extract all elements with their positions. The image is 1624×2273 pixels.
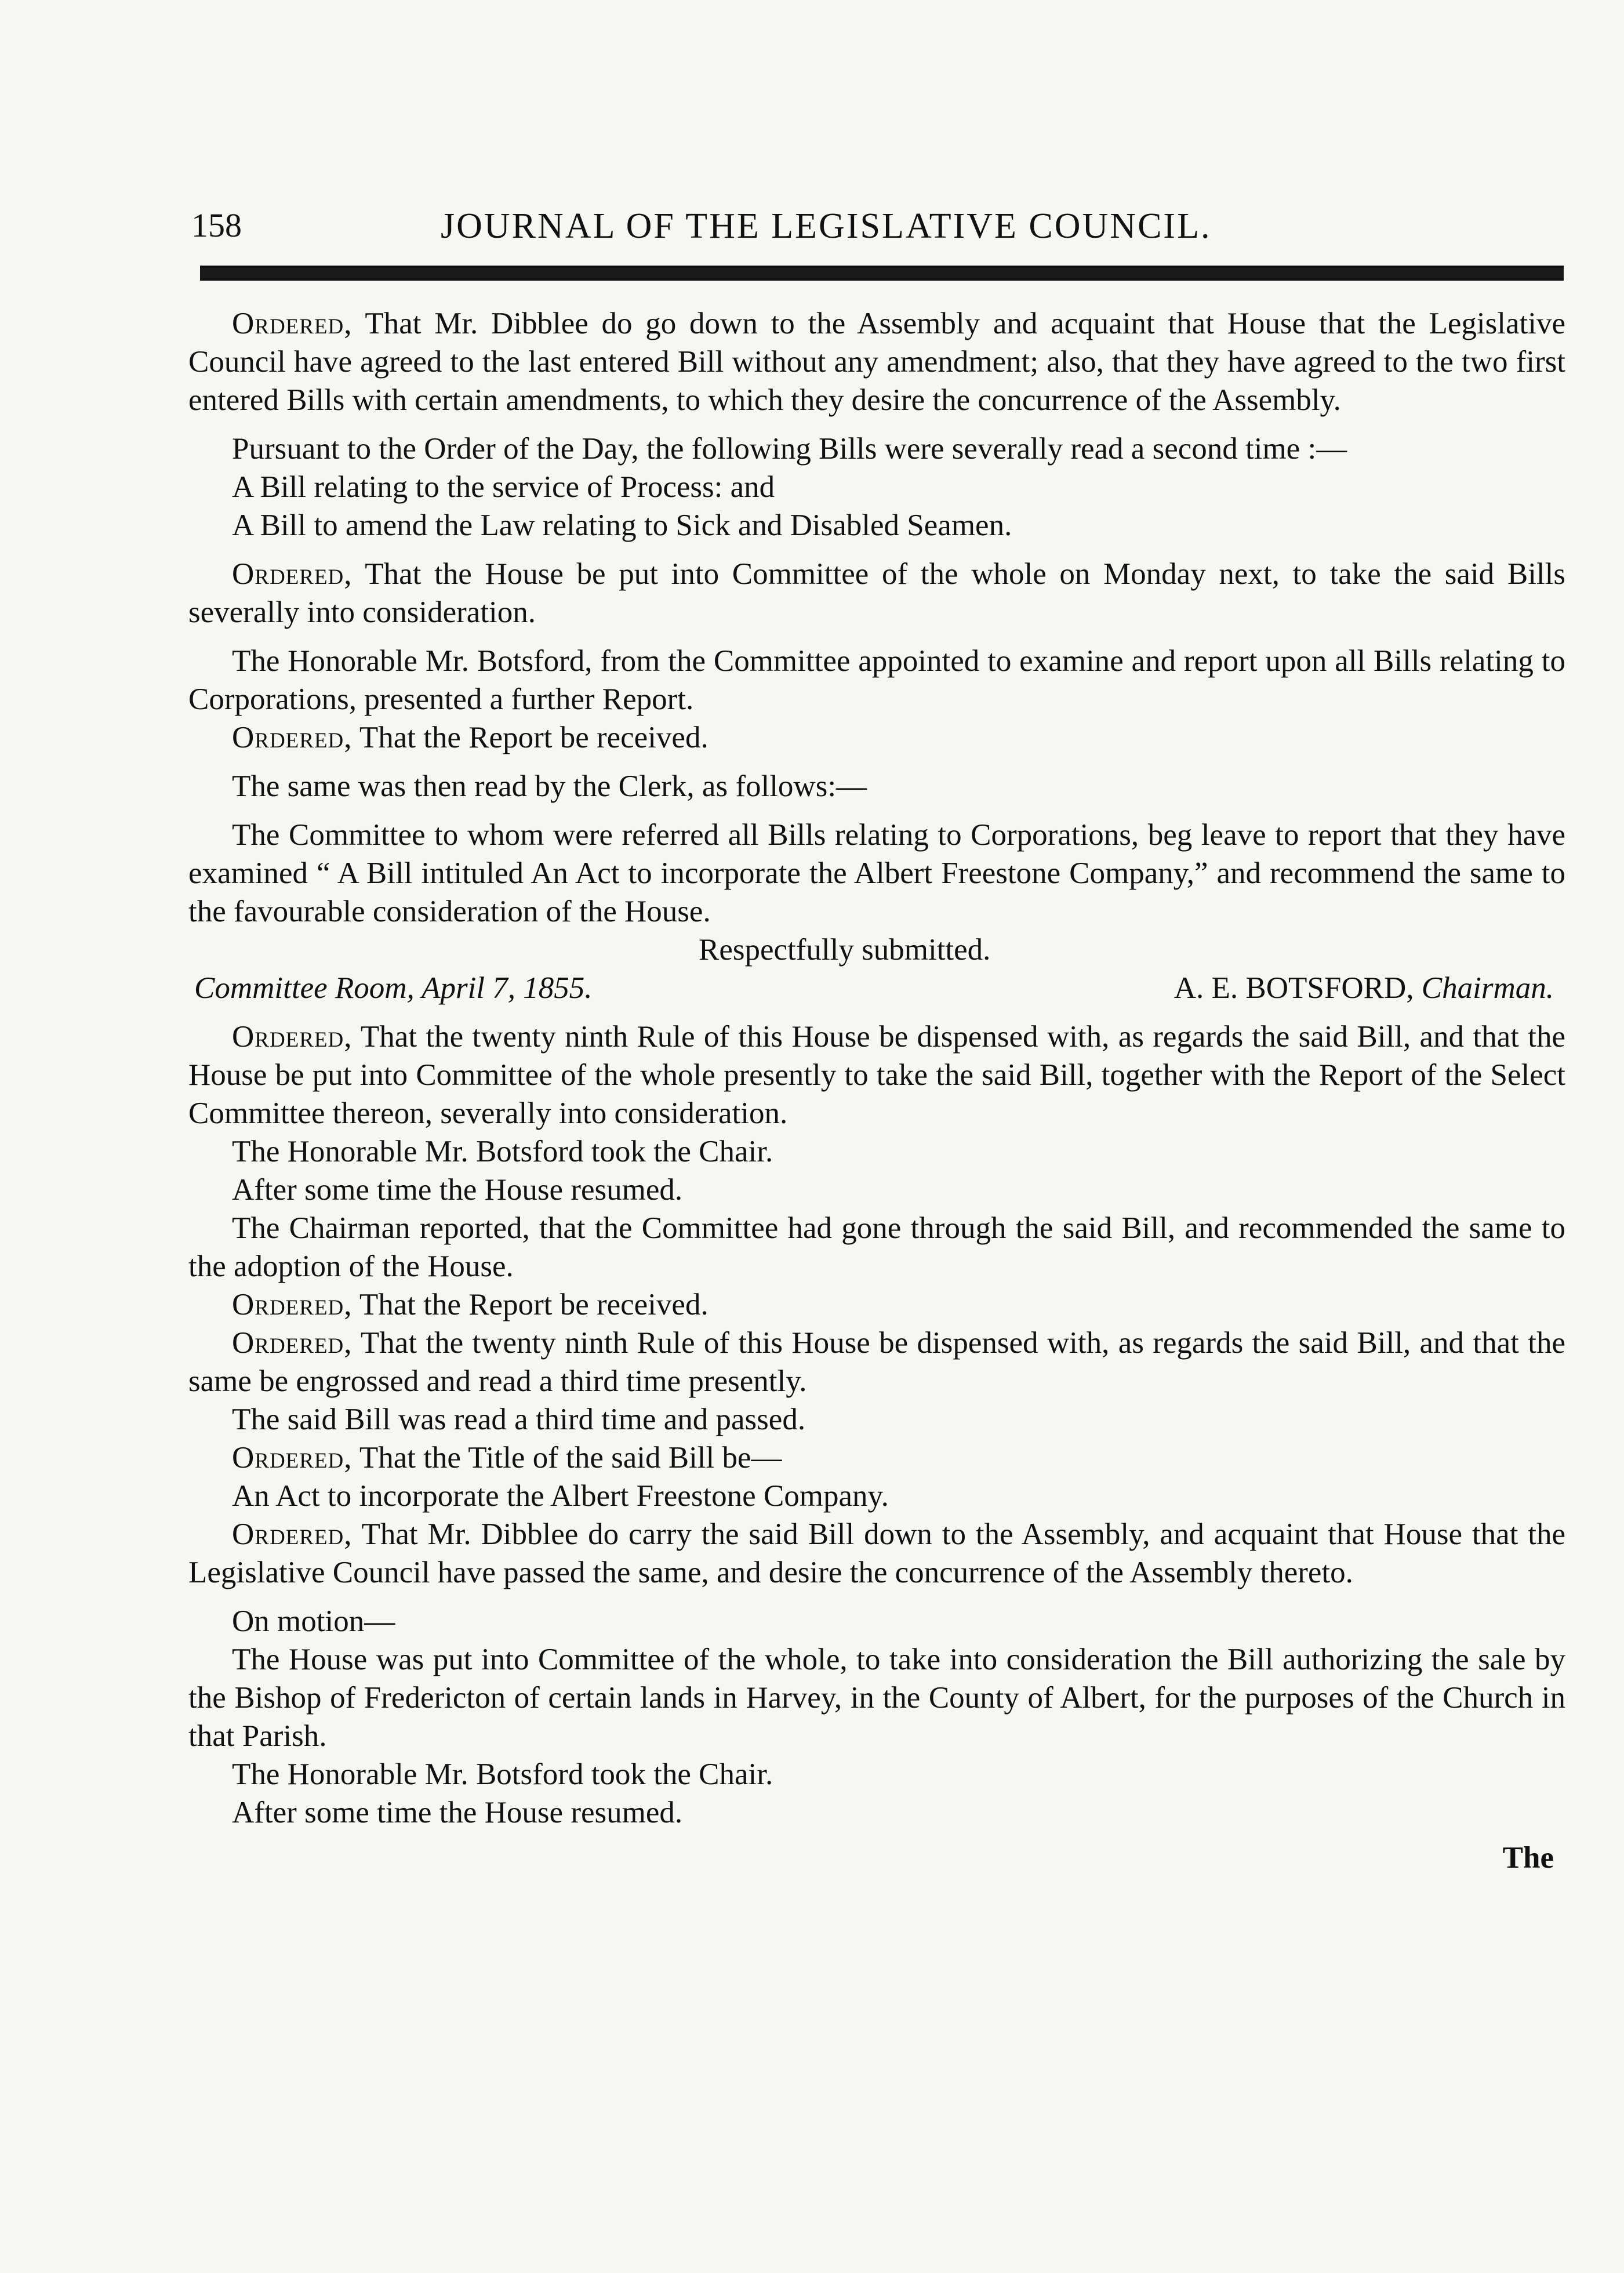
chairman-name: A. E. BOTSFORD, [1174,971,1422,1005]
chairman-title: Chairman. [1421,971,1554,1005]
act-title: An Act to incorporate the Albert Freestone Company. [232,1479,889,1513]
ordered-label: Ordered, [232,1326,353,1360]
catchword: The [1502,1841,1554,1875]
paragraph: After some time the House resumed. [232,1173,683,1207]
paragraph: The House was put into Committee of the whole, to take into consideration the Bill authorizing the sale by the Bishop of Fredericton of certain lands in Harvey, in the County of Albert, for the purposes of the Church in that Parish. [188,1643,1565,1753]
paragraph-text: That the twenty ninth Rule of this House be dispensed with, as regards the said Bill, and that the House be put into Committee of the whole presently to take the said Bill, together with the Report of the Select Committee thereon, severally into consideration. [188,1020,1565,1130]
ordered-label: Ordered, [232,1517,353,1551]
paragraph [188,1515,1565,1592]
paragraph [188,1439,1565,1477]
ordered-label: Ordered, [232,1288,353,1321]
paragraph [188,304,1565,419]
respectfully-submitted: Respectfully submitted. [699,933,991,967]
signature-line [188,969,1565,1007]
paragraph [188,1286,1565,1324]
ordered-label: Ordered, [232,307,353,340]
running-title: JOURNAL OF THE LEGISLATIVE COUNCIL. [441,206,1212,246]
paragraph-text: That the twenty ninth Rule of this House be dispensed with, as regards the said Bill, and that the same be engrossed and read a third time presently. [188,1326,1565,1398]
paragraph: The said Bill was read a third time and passed. [232,1403,806,1436]
paragraph [188,1324,1565,1400]
paragraph: On motion— [232,1604,395,1638]
paragraph: After some time the House resumed. [232,1796,683,1829]
bill-item: A Bill to amend the Law relating to Sick and Disabled Seamen. [232,509,1012,542]
report-text: The Committee to whom were referred all Bills relating to Corporations, beg leave to report that they have examined “ A Bill intituled An Act to incorporate the Albert Freestone Company,” and recommend the same to the favourable consideration of the House. [188,818,1565,928]
paragraph [188,1018,1565,1132]
page-number: 158 [191,206,242,244]
paragraph-text: That the Report be received. [352,1288,709,1321]
paragraph: The Honorable Mr. Botsford took the Chair. [232,1758,773,1791]
ordered-label: Ordered, [232,1441,353,1475]
paragraph-text: That the Title of the said Bill be— [352,1441,782,1475]
paragraph: The Honorable Mr. Botsford, from the Committee appointed to examine and report upon all Bills relating to Corporations, presented a further Report. [188,644,1565,716]
paragraph-text: That the Report be received. [352,721,709,754]
paragraph: The Honorable Mr. Botsford took the Chair. [232,1135,773,1168]
paragraph-text: That Mr. Dibblee do carry the said Bill down to the Assembly, and acquaint that House that the Legislative Council have passed the same, and desire the concurrence of the Assembly thereto. [188,1517,1565,1589]
ordered-label: Ordered, [232,557,353,591]
paragraph: The Chairman reported, that the Committee had gone through the said Bill, and recommended the same to the adoption of the House. [188,1211,1565,1283]
paragraph: Pursuant to the Order of the Day, the following Bills were severally read a second time :— [232,432,1347,466]
ordered-label: Ordered, [232,1020,353,1054]
page-header [191,206,1565,258]
paragraph [188,555,1565,631]
bill-item: A Bill relating to the service of Process: and [232,470,775,504]
ordered-label: Ordered, [232,721,353,754]
paragraph: The same was then read by the Clerk, as follows:— [232,769,867,803]
header-rule [200,266,1564,281]
paragraph-text: That the House be put into Committee of the whole on Monday next, to take the said Bills severally into consideration. [188,557,1565,629]
page-body [188,304,1565,1877]
chairman-signature [1174,969,1554,1007]
paragraph [188,718,1565,757]
paragraph-text: That Mr. Dibblee do go down to the Assembly and acquaint that House that the Legislative Council have agreed to the last entered Bill without any amendment; also, that they have agreed to the two first entered Bills with certain amendments, to which they desire the concurrence of the Assembly. [188,307,1565,417]
committee-room-date: Committee Room, April 7, 1855. [194,971,593,1005]
